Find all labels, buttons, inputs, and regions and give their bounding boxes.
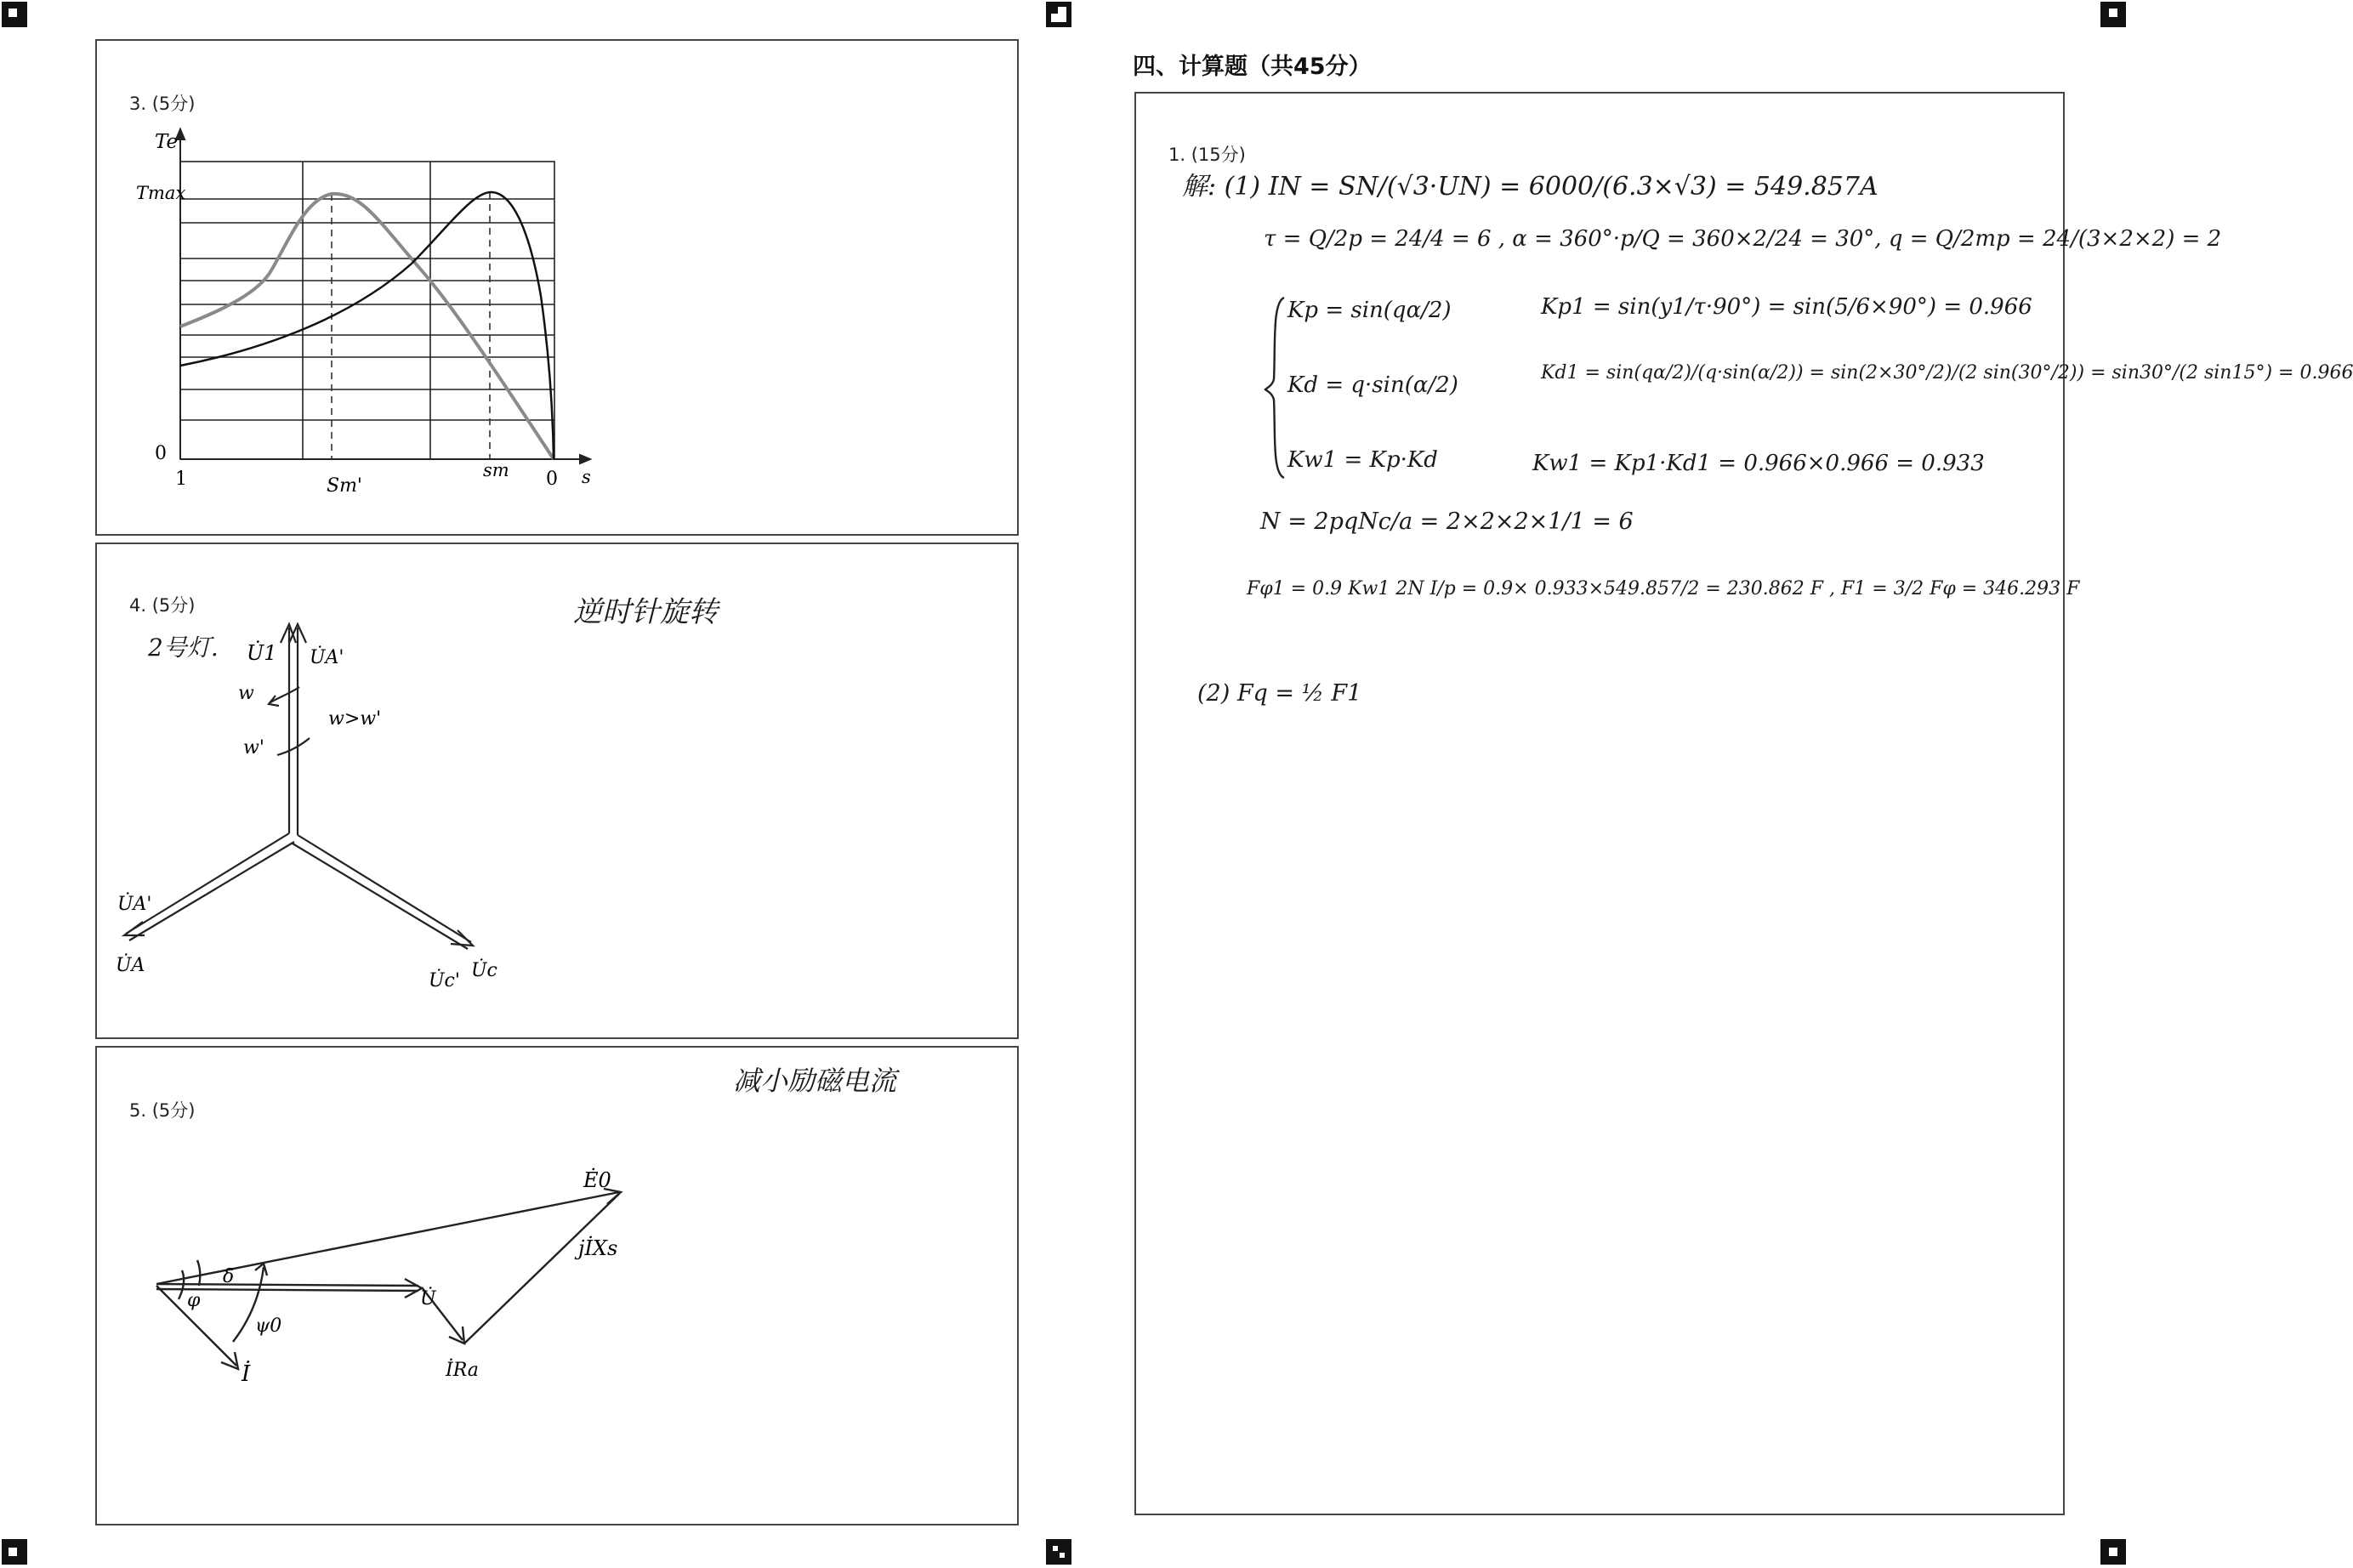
torque-slip-chart — [97, 41, 1017, 534]
ua-top-label: U̇A' — [310, 647, 344, 668]
u1-label: U̇1 — [247, 641, 277, 665]
uc-label: U̇c — [471, 960, 497, 981]
question-5-box — [95, 1046, 1019, 1525]
w-label: w — [238, 683, 254, 704]
u-label: U̇ — [420, 1288, 436, 1310]
answer-line-4a: Kd = q·sin(α/2) — [1287, 372, 1458, 398]
answer-line-6: N = 2pqNc/a = 2×2×2×1/1 = 6 — [1260, 508, 1634, 535]
excitation-note: 减小励磁电流 — [733, 1065, 897, 1097]
answer-line-5b: Kw1 = Kp1·Kd1 = 0.966×0.966 = 0.933 — [1532, 451, 1985, 476]
section-title: 四、计算题（共45分） — [1133, 54, 1372, 80]
question-5-label: 5. (5分) — [129, 1100, 196, 1121]
x-left-label: 1 — [175, 469, 187, 490]
corner-marker-icon — [2, 2, 27, 27]
question-3-box — [95, 39, 1019, 536]
corner-marker-icon — [2100, 1539, 2126, 1565]
y-axis-label: Te — [155, 131, 179, 153]
ira-label: İRa — [446, 1360, 479, 1381]
w-compare-label: w>w' — [328, 708, 382, 730]
ua-prime-left-label: U̇A' — [117, 894, 152, 915]
x-zero-label: 0 — [546, 469, 558, 490]
answer-line-1: 解: (1) IN = SN/(√3·UN) = 6000/(6.3×√3) = 549.857A — [1182, 172, 1878, 202]
answer-line-7: Fφ1 = 0.9 Kw1 2N I/p = 0.9× 0.933×549.857/2 = 230.862 F , F1 = 3/2 Fφ = 346.293 F — [1247, 578, 2080, 599]
rotation-note: 逆时针旋转 — [573, 595, 718, 629]
psi-label: ψ0 — [255, 1315, 282, 1337]
answer-line-2: τ = Q/2p = 24/4 = 6 , α = 360°·p/Q = 360×2/24 = 30°, q = Q/2mp = 24/(3×2×2) = 2 — [1264, 226, 2222, 252]
answer-line-8: (2) Fq = ½ F1 — [1197, 680, 1362, 707]
i-label: İ — [242, 1361, 251, 1387]
answer-line-5a: Kw1 = Kp·Kd — [1287, 447, 1438, 473]
brace-icon — [1264, 294, 1289, 481]
question-4-box — [95, 543, 1019, 1039]
chart-grid — [180, 162, 554, 459]
question-1-box — [1134, 92, 2353, 1515]
uc-prime-label: U̇c' — [429, 970, 460, 991]
e0-label: Ė0 — [583, 1168, 611, 1192]
phasor-diagram-q5 — [97, 1048, 1017, 1524]
answer-line-3b: Kp1 = sin(y1/τ·90°) = sin(5/6×90°) = 0.966 — [1541, 294, 2032, 320]
corner-marker-icon — [1046, 1539, 1071, 1565]
torque-curve-grey — [180, 194, 554, 459]
corner-marker-icon — [1046, 2, 1071, 27]
corner-marker-icon — [2, 1539, 27, 1565]
sm-label: sm — [483, 460, 509, 480]
phi-label: φ — [187, 1290, 201, 1311]
origin-label: 0 — [155, 443, 167, 464]
answer-line-4b: Kd1 = sin(qα/2)/(q·sin(α/2)) = sin(2×30°/2)/(2 sin(30°/2)) = sin30°/(2 sin15°) = 0.966 — [1541, 362, 2353, 383]
x-var-label: s — [582, 467, 591, 487]
delta-label: δ — [223, 1266, 235, 1287]
tmax-label: Tmax — [136, 183, 186, 203]
lamp-note: 2号灯. — [148, 633, 219, 662]
w-prime-label: w' — [243, 737, 264, 758]
phasor-diagram-q4 — [97, 544, 1017, 1037]
torque-curve-black — [180, 192, 554, 459]
question-1-label: 1. (15分) — [1168, 145, 1246, 165]
jixs-label: jİXs — [578, 1236, 618, 1260]
sm-prime-label: Sm' — [327, 475, 362, 497]
answer-line-3a: Kp = sin(qα/2) — [1287, 298, 1452, 323]
ua-left-label: U̇A — [116, 955, 145, 976]
question-4-label: 4. (5分) — [129, 595, 196, 616]
corner-marker-icon — [2100, 2, 2126, 27]
question-3-label: 3. (5分) — [129, 94, 196, 114]
